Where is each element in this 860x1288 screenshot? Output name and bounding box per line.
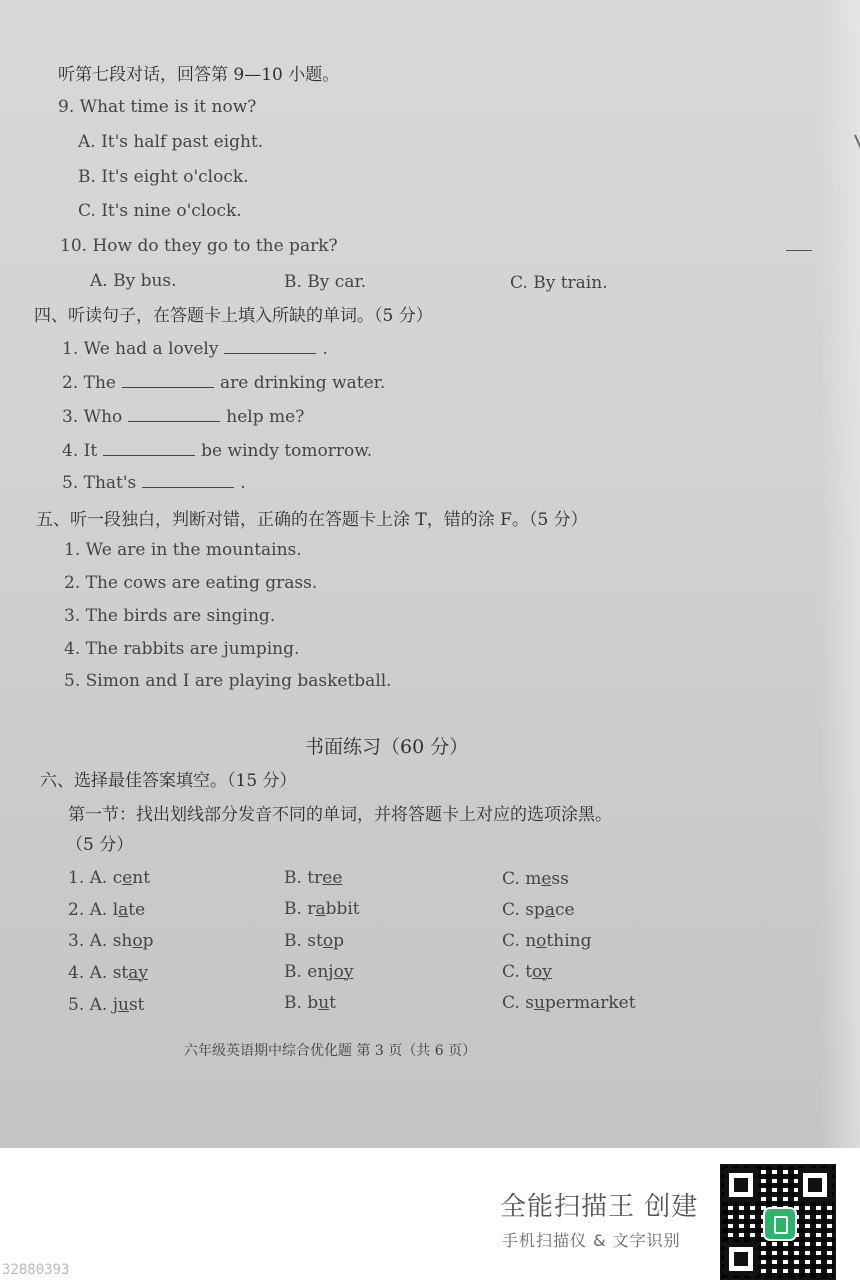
phonics-option-1a: 1. A. cent (68, 868, 151, 888)
watermark-brand: 全能扫描王 创建 (500, 1192, 699, 1222)
part4-heading: 四、听读句子，在答题卡上填入所缺的单词。（5 分） (34, 306, 433, 326)
part4-item-4: 4. It be windy tomorrow. (62, 441, 373, 461)
q10-option-c: C. By train. (510, 273, 608, 293)
phonics-option-1c: C. mess (502, 869, 569, 889)
written-section-title: 书面练习（60 分） (305, 736, 469, 758)
dialog7-instruction: 听第七段对话，回答第 9—10 小题。 (58, 65, 340, 85)
part5-item-5: 5. Simon and I are playing basketball. (64, 671, 392, 691)
page-edge-shadow (820, 0, 860, 1148)
scanner-app-icon (763, 1207, 797, 1241)
part4-item-5: 5. That's . (62, 473, 246, 493)
phonics-option-5c: C. supermarket (502, 993, 636, 1013)
q9-option-a: A. It's half past eight. (78, 132, 264, 152)
phonics-option-4a: 4. A. stay (68, 963, 149, 983)
phonics-option-2c: C. space (502, 900, 575, 920)
answer-blank (122, 373, 214, 388)
q10-question: 10. How do they go to the park? (60, 236, 338, 256)
part6-sub-heading: 第一节：找出划线部分发音不同的单词，并将答题卡上对应的选项涂黑。 (68, 805, 612, 825)
phonics-option-3c: C. nothing (502, 931, 592, 951)
answer-blank (142, 473, 234, 488)
margin-dash (786, 250, 812, 251)
q9-option-c: C. It's nine o'clock. (78, 201, 242, 221)
answer-blank (103, 441, 195, 456)
part5-item-4: 4. The rabbits are jumping. (64, 639, 300, 659)
phonics-option-1b: B. tree (284, 868, 343, 888)
page-footer: 六年级英语期中综合优化题 第 3 页（共 6 页） (184, 1043, 477, 1059)
answer-blank (224, 339, 316, 354)
part6-sub-points: （5 分） (66, 835, 134, 855)
phonics-option-5b: B. but (284, 993, 336, 1013)
scan-id: 32880393 (2, 1262, 70, 1278)
watermark-tagline: 手机扫描仪 & 文字识别 (502, 1231, 681, 1250)
q9-option-b: B. It's eight o'clock. (78, 167, 249, 187)
part5-item-1: 1. We are in the mountains. (64, 540, 302, 560)
q10-option-b: B. By car. (284, 272, 367, 292)
qr-finder-pattern (724, 1168, 758, 1202)
phonics-option-5a: 5. A. just (68, 995, 145, 1015)
part4-item-1: 1. We had a lovely . (62, 339, 328, 359)
part5-item-2: 2. The cows are eating grass. (64, 573, 318, 593)
phonics-option-3a: 3. A. shop (68, 931, 154, 951)
phonics-option-4b: B. enjoy (284, 962, 354, 982)
phonics-option-2b: B. rabbit (284, 899, 360, 919)
part5-heading: 五、听一段独白，判断对错，正确的在答题卡上涂 T，错的涂 F。（5 分） (36, 510, 588, 530)
part6-heading: 六、选择最佳答案填空。（15 分） (40, 771, 297, 791)
qr-code-icon (720, 1164, 836, 1280)
qr-finder-pattern (798, 1168, 832, 1202)
answer-blank (128, 407, 220, 422)
part5-item-3: 3. The birds are singing. (64, 606, 276, 626)
phonics-option-4c: C. toy (502, 962, 552, 982)
part4-item-2: 2. The are drinking water. (62, 373, 386, 393)
phonics-option-2a: 2. A. late (68, 900, 146, 920)
qr-finder-pattern (724, 1242, 758, 1276)
phonics-option-3b: B. stop (284, 931, 344, 951)
part4-item-3: 3. Who help me? (62, 407, 305, 427)
q9-question: 9. What time is it now? (58, 97, 257, 117)
q10-option-a: A. By bus. (90, 271, 177, 291)
